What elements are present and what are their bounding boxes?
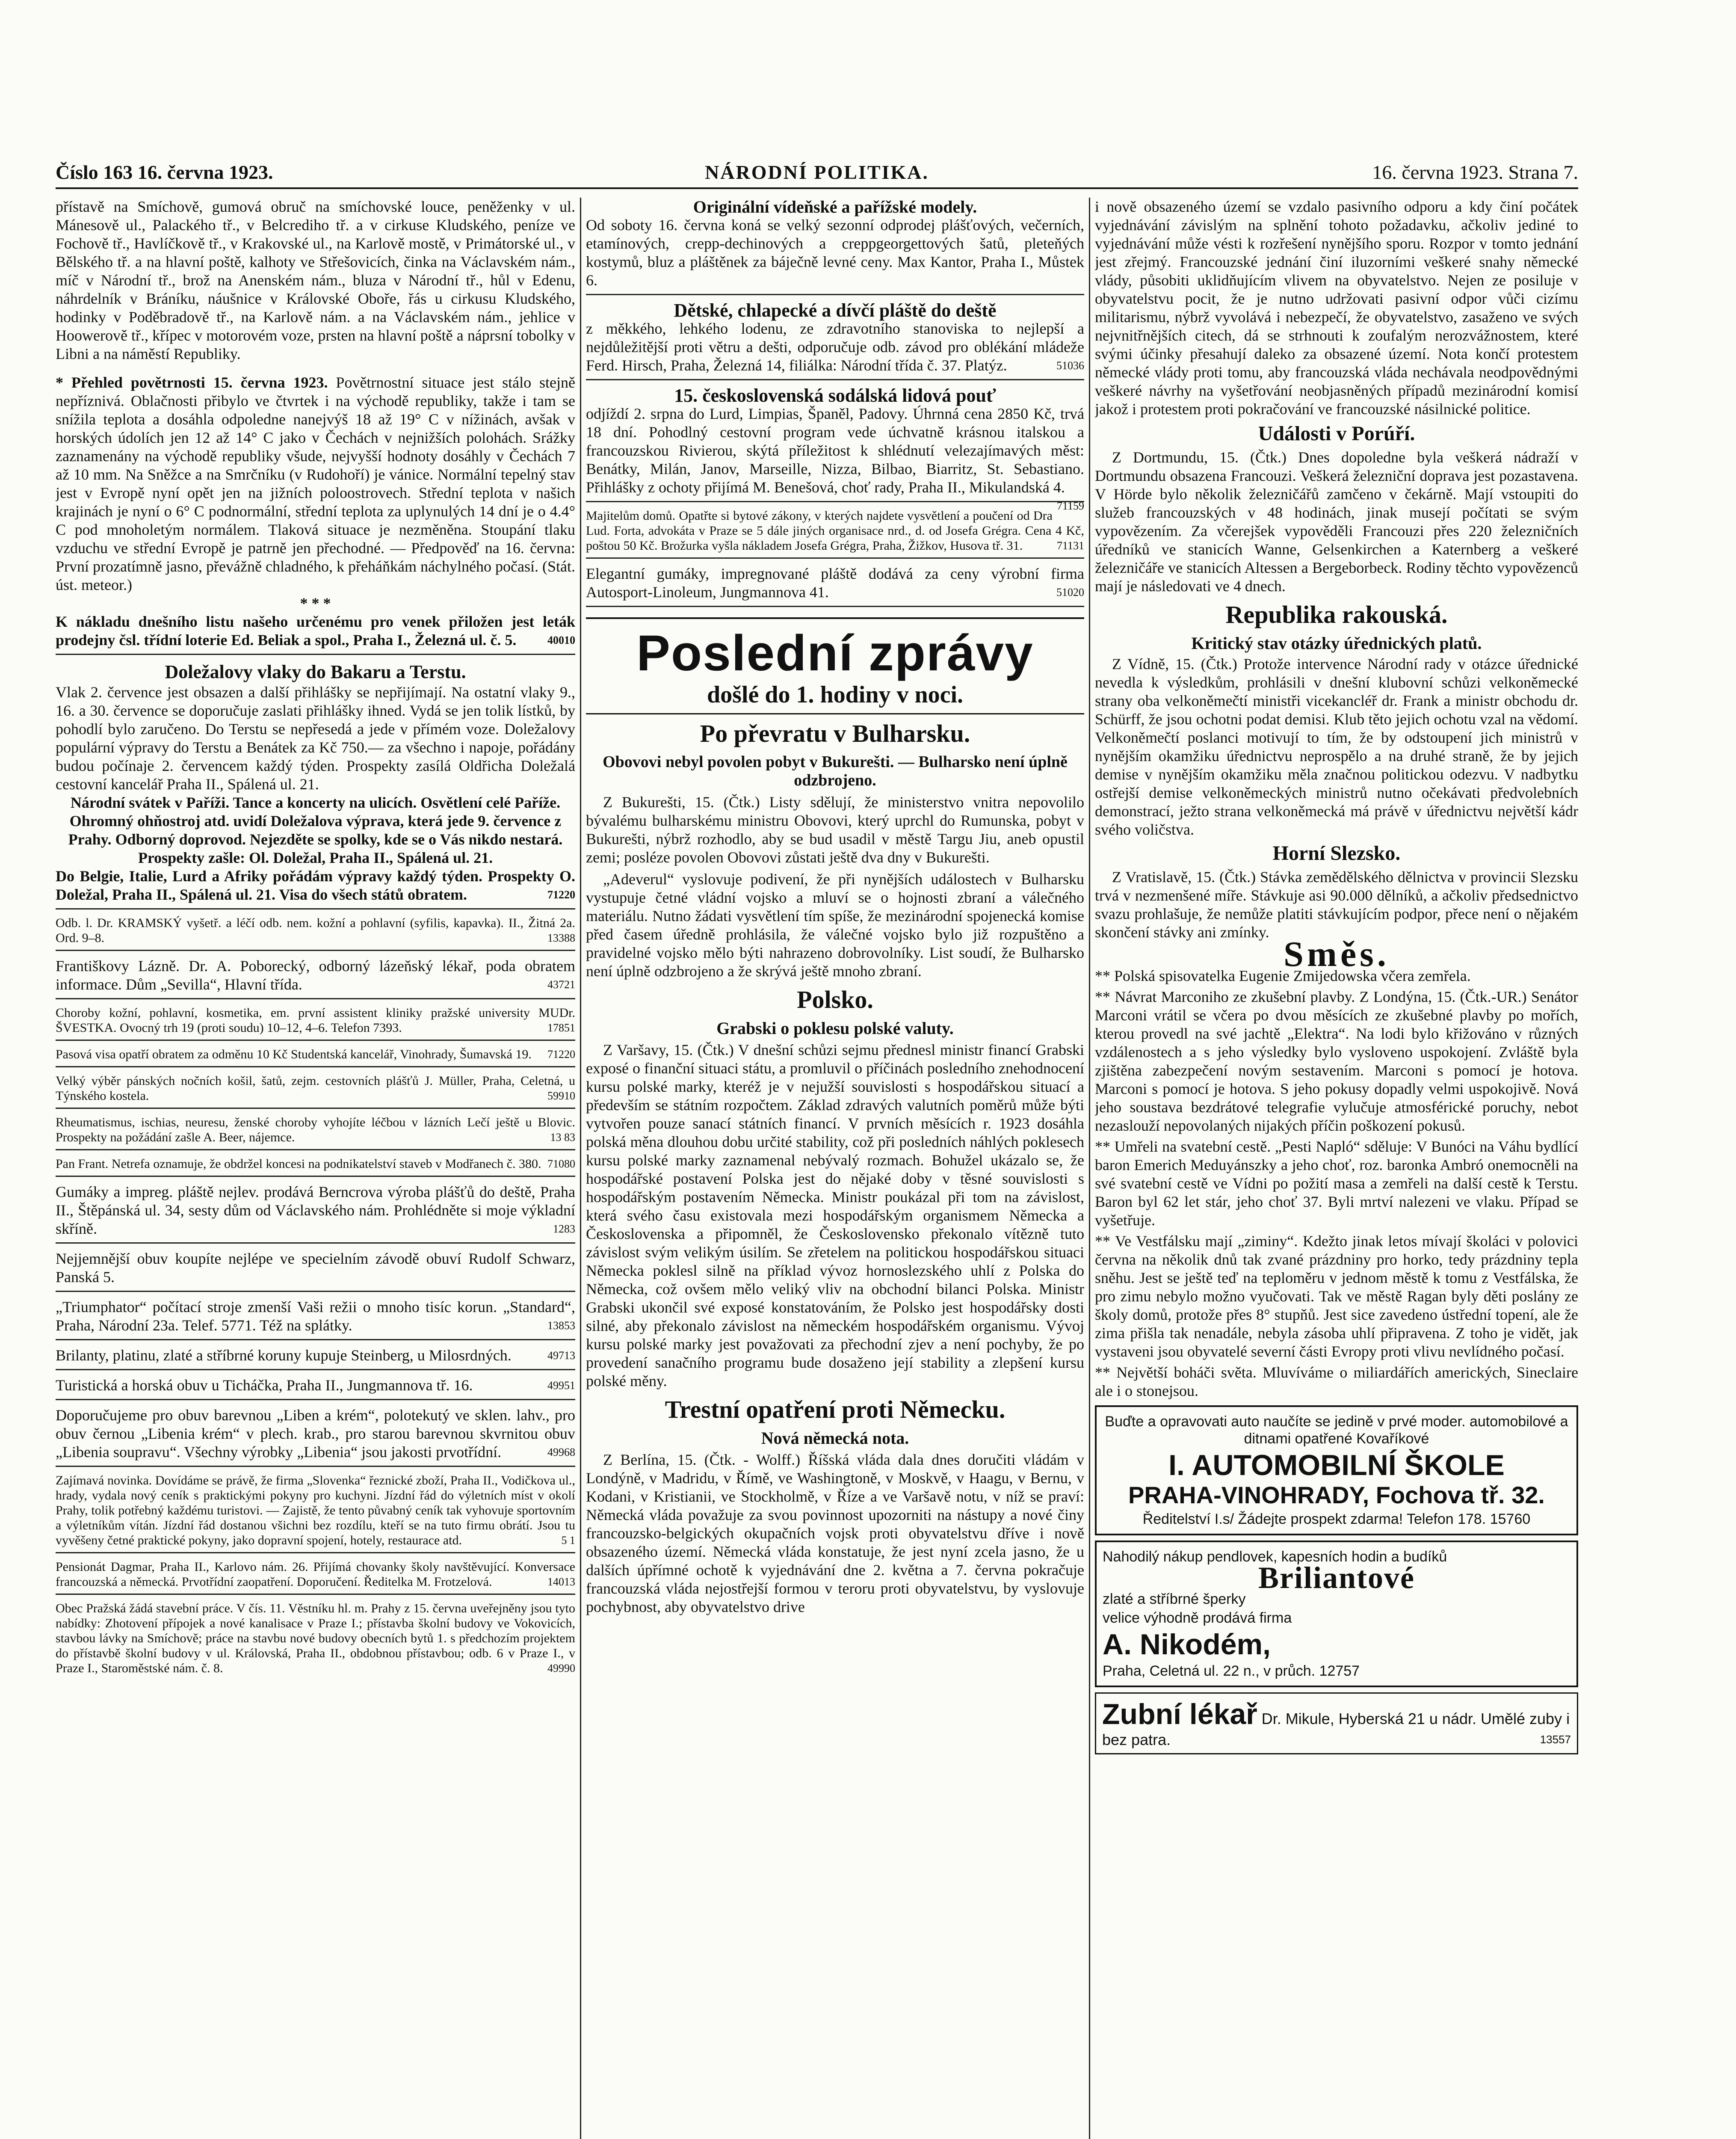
ad-number: 49713 (547, 1349, 575, 1362)
ad-autoskola (1095, 1405, 1578, 1535)
ad-text (1103, 1662, 1570, 1680)
ad-gumaky (56, 1183, 575, 1244)
masthead: NÁRODNÍ POLITIKA. (705, 161, 929, 183)
weather-heading: * Přehled povětrnosti 15. června 1923. (56, 374, 328, 391)
ad-majitelum-domu (586, 508, 1084, 559)
ad-text: Gumáky a impreg. pláště nejlev. prodává Berncrova výroba plášťů do deště, Praha II., Štěpánská ul. 34, sesty dům od Václavského nám. Prohlédněte si moje výkladní skříně. (56, 1183, 575, 1237)
article-paragraph: Z Bukurešti, 15. (Čtk.) Listy sdělují, že ministerstvo vnitra nepovolilo bývalému bulharskému ministru Obovovi, který uprchl do Rumunska, pobyt v Bukurešti, nýbrž rozhodlo, aby se bud usadil v městě Targu Jiu, aneb opustil zemi; posléze povolen Obovovi zůstati ještě dva dny v Bukurešti. (586, 794, 1084, 866)
ad-heading: Dětské, chlapecké a dívčí pláště do deště (674, 300, 997, 321)
ad-text: zlaté a stříbrné šperky (1103, 1591, 1246, 1607)
news-item: ** Ve Vestfálsku mají „ziminy“. Kdežto jinak letos mívají školáci v polovici června na několik dnů tak zvané prázdniny pro horko, tedy prázdniny tepla sněhu. Jest se ještě teď na teploměru v jednom městě k tomu z Vestfálska, že pro zimu nebylo možno vyučovati. Tak ve městě Ragan byly děti poslány ze školy domů, protože přes 8° stupňů. Jest sice zavedeno ústřední topení, ale že zima přišla tak nenadále, nebyla zásoba uhlí připravena. Z toho je vidět, jak vystaveni jsou obyvatelé severní části Evropy proti vlivu nevlídného počasí. (1095, 1232, 1578, 1360)
ad-text: Buďte a opravovati auto naučíte se jedině v prvé moder. automobilové a ditnami opatřené Kovaříkové (1105, 1413, 1568, 1447)
travel-ad (56, 661, 575, 910)
ad-text: Pan Frant. Netrefa oznamuje, že obdržel koncesi na podnikatelství staveb v Modřanech č. 380. (56, 1157, 541, 1171)
ad-number: 71080 (547, 1158, 575, 1170)
article-heading: Republika rakouská. (1225, 601, 1448, 628)
ad-kramsky (56, 915, 575, 951)
ad-text: Dr. Mikule, Hyberská 21 u nádr. Umělé zuby i bez patra. (1102, 1710, 1570, 1748)
ad-number: 40010 (547, 634, 575, 646)
found-items: přístavě na Smíchově, gumová obruč na smíchovské louce, peněženky v ul. Mánesově ul., Palackého tř., v Belcrediho tř. a v cirkuse Kludského, peníze ve Fochově tř., Havlíčkově tř., v Krakovské ul., na Karlově mostě, v Primátorské ul., v Bělského tř. a na hlavní poště, kalhoty ve Střešovicích, činka na Václavském nám., míč v Národní tř., brož na Anenském nám., bluza v Národní tř., hůl v Edenu, náhrdelník v Bráníku, náušnice v Královské Oboře, řás u cirkusu Kludského, hodinky v Poděbradově tř., na Karlově nám. a na Václavském nám., jehlice v Hoowerově tř., křípec v motorovém voze, prsten na hlavní poště a náprsní tobolky v Libni a na náměstí Republiky. (56, 198, 575, 362)
column-3 (1095, 198, 1578, 2139)
news-item: ** Polská spisovatelka Eugenie Zmijedowska včera zemřela. (1095, 967, 1471, 984)
ad-number: 59910 (547, 1090, 575, 1102)
separator-stars: * * * (300, 595, 331, 612)
ad-text (586, 320, 1084, 375)
ad-number: 51036 (1056, 359, 1084, 372)
travel-text: Vlak 2. července jest obsazen a další přihlášky se nepřijímají. Na ostatní vlaky 9., 16. a 30. července se doporučuje zaslati přihlášky ihned. Vydá se jen tolik lístků, by pohodlí bylo zaručeno. Do Terstu se nepřesedá a jede v přímém voze. Doležalovy populární výpravy do Terstu a Benátek za Kč 750.— za všechno i napoje, pořádány budou počínaje 2. červencem každý týden. Prospekty zasílá Oldřicha Doležalá cestovní kancelář Praha II., Spálená ul. 21. (56, 684, 575, 793)
ad-pas (56, 1047, 575, 1067)
weather-text: Povětrnostní situace jest stálo stejně nepříznivá. Oblačnosti přibylo ve čtvrtek i na východě republiky, takže i tam se snížila teplota a dosáhla odpoledne nanejvýš 18 až 19° C v nížinách, avšak v horských údolích jen 12 až 14° C jako v Čechách v nejnižších polohách. Srážky zaznamenány na východě republiky všude, nejvyšší hodnoty dosáhly v Čechách 7 až 10 mm. Na Sněžce a na Smrčníku (v Rudohoří) je vánice. Normální tepelný stav jest v Evropě nyní opět jen na jižních poloostrovech. Střední teplota v našich krajinách je nyní o 6° C podnormální, střední teplota za uplynulých 14 dní je o 4.4° C pod mnoholetým normálem. Tlaková situace je nezměněna. Stoupání tlaku vzduchu ve střední Evropě je patrně jen přechodné. — Předpověď na 16. června: První prozatímně jasno, převážně chladného, k přeháňkám náchylného počasí. (Stát. úst. meteor.) (56, 374, 575, 593)
ad-text (1103, 1511, 1570, 1528)
article-subheading: Grabski o poklesu polské valuty. (716, 1019, 954, 1038)
article-paragraph: „Adeverul“ vyslovuje podivení, že při nynějších událostech v Bulharsku vystupuje četné vládní vojsko a mluví se o hojnosti zbraní a válečného materiálu. Nutno žádati vysvětlení tím spíše, že mezinárodní spojenecká komise před časem úředně prohlásila, že válečné vojsko bylo již rozpuštěno a pravidelné vojsko mělo býti nahrazeno dobrovolníky. List soudí, že Bulharsko není úplně odzbrojeno a že skrývá ještě mnoho zbraní. (586, 871, 1084, 980)
ad-number: 51020 (1056, 586, 1084, 598)
latest-news-title: Poslední zprávy (636, 625, 1034, 681)
ad-title: A. Nikodém, (1103, 1628, 1271, 1661)
article-heading: Polsko. (797, 986, 873, 1013)
ad-briliant (56, 1346, 575, 1370)
ad-zubni-lekar (1095, 1692, 1578, 1754)
section-heading-smes: Směs. (1284, 934, 1390, 974)
ad-number: 12757 (1319, 1663, 1360, 1679)
ad-text: Turistická a horská obuv u Ticháčka, Praha II., Jungmannova tř. 16. (56, 1377, 473, 1394)
ad-number: 13853 (547, 1319, 575, 1332)
news-item: ** Umřeli na svatební cestě. „Pesti Napló“ sděluje: V Bunóci na Váhu bydlící baron Emerich Meduyánszky a jeho choť, roz. baronka Ambró onemocněli na své svatební cestě ve Vídni po požití masa a zemřeli na další cestě k Terstu. Baron byl 62 let stár, jeho choť 37. Byli mrtví nalezeni ve vlaku. Případ se vyšetřuje. (1095, 1138, 1578, 1229)
ad-number: 71220 (547, 1048, 575, 1061)
ad-number: 13 83 (550, 1131, 575, 1144)
ad-libenia (56, 1406, 575, 1467)
ad-triumphator (56, 1298, 575, 1340)
ad-number: 49990 (547, 1662, 575, 1674)
article-paragraph: Z Berlína, 15. (Čtk. - Wolff.) Říšská vláda dala dnes doručiti vládám v Londýně, v Madridu, v Římě, ve Washingtoně, v Moskvě, v Haagu, v Bernu, v Kodani, v Kristianii, ve Stockholmě, v Říze a ve Varšavě notu, v níž se praví: Německá vláda považuje za svou povinnost upozorniti na nástupy a nové činy francouzsko-belgických okupačních vojsk proti obyvatelstvu dříve i nově obsazeného území. Německá vláda konstatuje, že jest nyní zcela jasno, že u dalších úpřímné ochotě k vyjednávání dne 2. května a 7. června pokračuje francouzská vláda nejostřejší formou v teroru proti obyvatelstvu, by vyslovuje pochybnost, aby obyvatelstvo drive (586, 1451, 1084, 1615)
ad-text: Nahodilý nákup pendlovek, kapesních hodin a budíků (1103, 1549, 1447, 1565)
ad-number: 43721 (547, 978, 575, 991)
supplement-notice-text: K nákladu dnešního listu našeho určenému pro venek přiložen jest leták prodejny čsl. třídní loterie Ed. Beliak a spol., Praha I., Železná ul. č. 5. (56, 613, 575, 649)
weather-report (56, 373, 575, 655)
ad-text: Pasová visa opatří obratem za odměnu 10 Kč Studentská kancelář, Vinohrady, Šumavská 19. (56, 1047, 532, 1061)
ad-number: 13388 (547, 932, 575, 944)
ad-number: 13557 (1540, 1733, 1571, 1746)
supplement-notice (56, 613, 575, 649)
news-item: ** Největší boháči světa. Mluvíváme o miliardářích amerických, Sineclaire ale i o stonejsou. (1095, 1364, 1578, 1399)
ad-brand: Briliantové (1258, 1561, 1415, 1595)
ad-text: „Triumphator“ počítací stroje zmenší Vaši režii o mnoho tisíc korun. „Standard“, Praha, Národní 23a. Telef. 5771. Též na splátky. (56, 1298, 575, 1334)
latest-news-section (586, 617, 1084, 1616)
ad-nikodem (1095, 1541, 1578, 1687)
ad-body: odjíždí 2. srpna do Lurd, Limpias, Španěl, Padovy. Úhrnná cena 2850 Kč, trvá 18 dní. Pohodlný cestovní program vede úchvatně krásnou italskou a francouzskou Rivierou, skýtá příležitost k shlédnutí velezajímavých měst: Benátky, Milán, Janov, Marseille, Nizza, Bilbao, Biarritz, St. Sebastiano. Přihlášky z ochoty přijímá M. Benešová, choť rady, Praha II., Mikulandská 4. (586, 405, 1084, 496)
ad-heading: 15. československá sodálská lidová pouť (674, 385, 996, 406)
issue-info: Číslo 163 16. června 1923. (56, 161, 273, 183)
ad-text: Rheumatismus, ischias, neuresu, ženské choroby vyhojíte léčbou v lázních Lečí ještě u Blovic. Prospekty na požádání zašle A. Beer, nájemce. (56, 1115, 575, 1144)
ad-title: Zubní lékař (1102, 1698, 1257, 1730)
ad-body: z měkkého, lehkého lodenu, ze zdravotního stanoviska to nejlepší a nejdůležitější proti větru a dešti, odporučuje odb. závod pro oblékání mládeže Ferd. Hirsch, Praha, Železná 14, filiálka: Národní třída č. 37. Platýz. (586, 320, 1084, 374)
ad-text: Obec Pražská žádá stavební práce. V čís. 11. Věstníku hl. m. Prahy z 15. června uveřejněny jsou tyto nabídky: Zhotovení přípojek a nové kanalisace v Praze I.; přístavba školní budovy ve Vokovicích, stavbou lávky na Smíchově; práce na stavbu nové budovy obecních bytů 1. s předchozím projektem do přístavbě školní budovy v ul. Královská, Praha II., obdobnou přístavbou; odb. 6 v Praze I., v Praze I., Staroměstské nám. č. 8. (56, 1601, 575, 1675)
ad-number: 5 1 (561, 1534, 575, 1546)
ad-address: Praha, Celetná ul. 22 n., v průch. (1103, 1663, 1316, 1679)
ad-text: Doporučujeme pro obuv barevnou „Liben a krém“, polotekutý ve sklen. lahv., pro obuv černou „Libenia krém“ v plech. krab., pro starou barevnou skvrnitou obuv „Libenia soupravu“. Všechny výrobky „Libenia“ jsou jakosti prvotřídní. (56, 1407, 575, 1461)
ad-text: Velký výběr pánských nočních košil, šatů, zejm. cestovních plášťů J. Müller, Praha, Celetná, u Týnského kostela. (56, 1074, 575, 1103)
ad-svestka (56, 1005, 575, 1041)
ad-hirsch (586, 301, 1084, 380)
ad-heading: Originální vídeňské a pařížské modely. (693, 198, 977, 216)
article-heading: Trestní opatření proti Německu. (665, 1395, 1006, 1423)
ad-kantor (586, 198, 1084, 295)
ad-text: Elegantní gumáky, impregnované pláště dodává za ceny výrobní firma Autosport-Linoleum, Jungmannova 41. (586, 565, 1084, 601)
ad-obec-prazska (56, 1601, 575, 1680)
ad-dagmar (56, 1559, 575, 1595)
news-item: ** Návrat Marconiho ze zkušební plavby. Z Londýna, 15. (Čtk.-UR.) Senátor Marconi vrátil se včera po dvou měsících ze zkušebné plavby po mořích, kterou provedl na své jachtě „Elektra“. Na lodi bylo křižováno v různých vzdálenostech a s jeho výsledky bylo vysloveno uspokojení. Zvláště byla zjištěna zabezpečení novým sestavením. Marconi s pomocí je hotova. Marconi s pomocí je hotova. S jeho pokusy dopadly velmi uspokojivě. Nová jeho soustava bezdrátové telegrafie vylučuje atmosférické poruchy, nebot nezaslouží nepovolaných nijakých příčin poškození pokusů. (1095, 988, 1578, 1134)
ad-text: Brilanty, platinu, zlaté a stříbrné koruny kupuje Steinberg, u Milosrdných. (56, 1347, 512, 1364)
column-rule-2 (1089, 198, 1090, 2139)
article-heading: Po převratu v Bulharsku. (700, 720, 970, 747)
page-info: 16. června 1923. Strana 7. (1372, 161, 1578, 183)
ad-address: PRAHA-VINOHRADY, Fochova tř. 32. (1128, 1481, 1545, 1508)
ad-text: velice výhodně prodává firma (1103, 1610, 1292, 1626)
travel-heading: Doležalovy vlaky do Bakaru a Terstu. (165, 661, 466, 682)
ad-title: I. AUTOMOBILNÍ ŠKOLE (1168, 1449, 1505, 1481)
paris-text: Národní svátek v Paříži. Tance a koncerty na ulicích. Osvětlení celé Paříže. Ohromný ohňostroj atd. uvidí Doležalova výprava, která jede 9. července z Prahy. Odborný doprovod. Nejezděte se spolky, kde se o Vás nikdo nestará. Prospekty zašle: Ol. Doležal, Praha II., Spálená ul. 21. (68, 794, 563, 866)
belgie-text (56, 867, 575, 904)
ad-rheuma (56, 1115, 575, 1150)
ad-text: Majitelům domů. Opatřte si bytové zákony, v kterých najdete vysvětlení a poučení od Dra Lud. Forta, advokáta v Praze se 5 dále jiných organisace nrd., d. od Josefa Grégra. Cena 4 Kč, poštou 50 Kč. Brožurka vyšla nákladem Josefa Grégra, Praha, Žižkov, Husova tř. 31. (586, 509, 1084, 553)
ad-number: 71220 (547, 889, 575, 901)
article-heading: Události v Porúří. (1258, 422, 1415, 445)
ad-pout (586, 385, 1084, 512)
ad-text: Františkovy Lázně. Dr. A. Poborecký, odborný lázeňský lékař, poda obratem informace. Dům „Sevilla“, Hlavní třída. (56, 957, 575, 993)
article-subheading: Nová německá nota. (761, 1428, 909, 1448)
ad-tichacek (56, 1376, 575, 1400)
ad-number: 14013 (547, 1576, 575, 1588)
ad-text: Zajímavá novinka. Dovídáme se právě, že firma „Slovenka“ řeznické zboží, Praha II., Vodičkova ul., hrady, vydala nový ceník s praktickými pokyny pro kuchyni. Jízdní řád do výletních míst v okolí Prahy, tolik potřebný každému turistovi. — Zajistě, že tento půvabný ceník tak vyhovuje sportovním a výletníkům vítán. Jízdní řád dostanou všichni bez rozdílu, kteří se na tuto firmu obrátí. Jsou tu vyvěšeny četné praktické pokyny, jako dopravní spojení, hotely, restaurace atd. (56, 1473, 575, 1547)
ad-text: Choroby kožní, pohlavní, kosmetika, em. první assistent kliniky pražské university MUDr. ŠVESTKA. Ovocný trh 19 (proti soudu) 10–12, 4–6. Telefon 7393. (56, 1006, 575, 1035)
ad-muller (56, 1073, 575, 1109)
page-header (56, 157, 1578, 189)
ad-zajimava-novinka (56, 1473, 575, 1553)
ad-frantiskovy-lazne (56, 957, 575, 999)
ad-tel: Ředitelství I.s/ Žádejte prospekt zdarma! Telefon 178. (1142, 1511, 1486, 1527)
ad-text (586, 405, 1084, 512)
ad-text: Od soboty 16. června koná se velký sezonní odprodej plášťových, večerních, etamínových, crepp-dechinových a creppgeorgettových šatů, pleteňých kostymů, bluz a pláštěnek za báječně levné ceny. Max Kantor, Praha I., Můstek 6. (586, 216, 1084, 289)
column-1 (56, 198, 575, 2139)
ad-netrefa (56, 1156, 575, 1177)
ad-text: Pensionát Dagmar, Praha II., Karlovo nám. 26. Přijímá chovanky školy navštěvující. Konversace francouzská a německá. Prvotřídní zaopatření. Doporučení. Ředitelka M. Frotzelová. (56, 1560, 575, 1589)
ad-number: 71131 (1056, 539, 1084, 552)
ad-number: 15760 (1490, 1511, 1531, 1527)
article-subheading: Obovovi nebyl povolen pobyt v Bukurešti. — Bulharsko není úplně odzbrojeno. (603, 753, 1068, 789)
article-subheading: Kritický stav otázky úřednických platů. (1191, 634, 1482, 653)
ad-number: 71159 (1056, 500, 1084, 512)
column-2 (586, 198, 1084, 2139)
ad-autosport (586, 565, 1084, 607)
article-heading: Horní Slezsko. (1272, 842, 1401, 865)
column-rule-1 (580, 198, 581, 2139)
ad-number: 49968 (547, 1446, 575, 1458)
article-paragraph: Z Vídně, 15. (Čtk.) Protože intervence Národní rady v otázce úřednické nevedla k výsledkům, prohlásili v dnešní klubovní schůzi velkoněmecké strany oba velkoněmečtí ministři vicekancléř dr. Frank a ministr obchodu dr. Schürff, že jsou ochotni podat demisi. Klub těto jejich ochotu vzal na vědomí. Velkoněmečtí poslanci motivují to tím, že by odstoupení jich ministrů v nynějším okamžiku úřednictvu neprospělo a na druhé straně, že by jejich demise v nynějším okamžiku měla značnou politickou odezvu. V nadbytku ostřejší demise velkoněmeckých ministrů nutno očekávati předvolebních demonstrací, ježto strana velkoněmecká má právě v úřednictvu největší kádr svého voličstva. (1095, 655, 1578, 838)
ad-obuv: Nejjemnější obuv koupíte nejlépe ve specielním závodě obuví Rudolf Schwarz, Panská 5. (56, 1250, 575, 1292)
article-paragraph: Z Dortmundu, 15. (Čtk.) Dnes dopoledne byla veškerá nádraží v Dortmundu obsazena Francouzi. Veškerá železniční doprava jest pozastavena. V Hörde bylo několik železničářů zamčeno v čekárně. Mají vstoupiti do služeb francouzských v 48 hodinách, jinak musejí počítati se svým vypovězením. Za včerejšek vypověděli Francouzi přes 220 železničních úředníků ve stanicích Wanne, Gelsenkirchen a Katernberg a veškeré železničáře ve stanicích Altessen a Bergeborbeck. Rodiny těchto vypovězenců mají je následovati ve 4 dnech. (1095, 449, 1578, 595)
article-paragraph: i nově obsazeného území se vzdalo pasivního odporu a kdy činí počátek vyjednávání závislým na splnění tohoto požadavku, ačkoliv jediné to vyjednávání může vésti k rozřešení nynějšího sporu. Rozpor v tomto jednání jest zřejmý. Francouzské jednání činí iluzorními veškeré snahy německé vlády, působiti uklidňujícím vlivem na obyvatelstvo. Nejen ze posiluje v obyvatelstvu pocit, že je nutno udržovati pasivní odpor vůči cizímu militarismu, nýbrž vyvolává i nebezpečí, že obyvatelstvo, zasaženo ve svých nejvnitřnějších citech, dá se strhnouti k zoufalým nerozvážnostem, které svými účinky přesahují daleko za obsazené území. Nota končí protestem německé vlády proti tomu, aby francouzská vláda nechávala neodpovědnými veškeré návrhy na vyšetřování neobjasněných případů mezinárodní komisí jakož i protestem proti pokračování ve francouzské násilnické politice. (1095, 198, 1578, 418)
article-paragraph: Z Vratislavě, 15. (Čtk.) Stávka zemědělského dělnictva v provincii Slezsku trvá v nezmenšené míře. Stávkuje asi 90.000 dělníků, a ačkoliv předsednictvo svazu prohlašuje, že nemůže platiti stávkujícím podpor, přece není o nějakém skončení stávky ani zmínky. (1095, 868, 1578, 941)
ad-number: 49951 (547, 1379, 575, 1392)
belgie-body: Do Belgie, Italie, Lurd a Afriky pořádám výpravy každý týden. Prospekty O. Doležal, Praha II., Spálená ul. 21. Visa do všech států obratem. (56, 868, 575, 903)
latest-news-subtitle: došlé do 1. hodiny v noci. (707, 681, 964, 708)
ad-number: 1283 (553, 1223, 575, 1235)
article-paragraph: Z Varšavy, 15. (Čtk.) V dnešní schůzi sejmu přednesl ministr financí Grabski exposé o finanční situaci státu, a promluvil o příčinách posledního znehodnocení kursu polské marky, kteréž je v nejužší souvislosti s hospodářskou situací a především se státním rozpočtem. Základ zdravých valutních poměrů může býti vytvořen pouze sanací státních financí. V prvních měsících r. 1923 dosáhla polská měna dlouhou dobu určité stability, což při posledních náhlých poklesech kursu polské marky zaznamenal nebývalý rozmach. Bohužel ukázalo se, že hospodářské postavení Polska jest do nějaké doby v těsné souvislosti s hospodářským postavením Německa. Ministr poukázal při tom na závislost, která svého času existovala mezi hospodářským organismem Německa a Československa a připomněl, že Československo překonalo vítězně tuto závislost svým velikým úsilím. Se zřetelem na politickou hospodářskou situaci Německa poklesl silně na příklad vývoz hornoslezského uhlí z Polska do Německa, což ovšem mělo veliký vliv na obchodní bilanci Polska. Ministr Grabski ukončil své exposé konstatováním, že Polsko jest hospodářsky dosti silné, aby překonalo závislost na německém hospodářském organismu. Vývoj kursu polské marky jest považovati za přechodní zjev a není pochyby, že po provedení sanačního programu bude dosaženo její stability a zlepšení kursu polské měny. (586, 1041, 1084, 1389)
ad-text: Odb. l. Dr. KRAMSKÝ vyšetř. a léčí odb. nem. kožní a pohlavní (syfilis, kapavka). II., Žitná 2a. Ord. 9–8. (56, 916, 575, 945)
ad-number: 17851 (547, 1022, 575, 1034)
